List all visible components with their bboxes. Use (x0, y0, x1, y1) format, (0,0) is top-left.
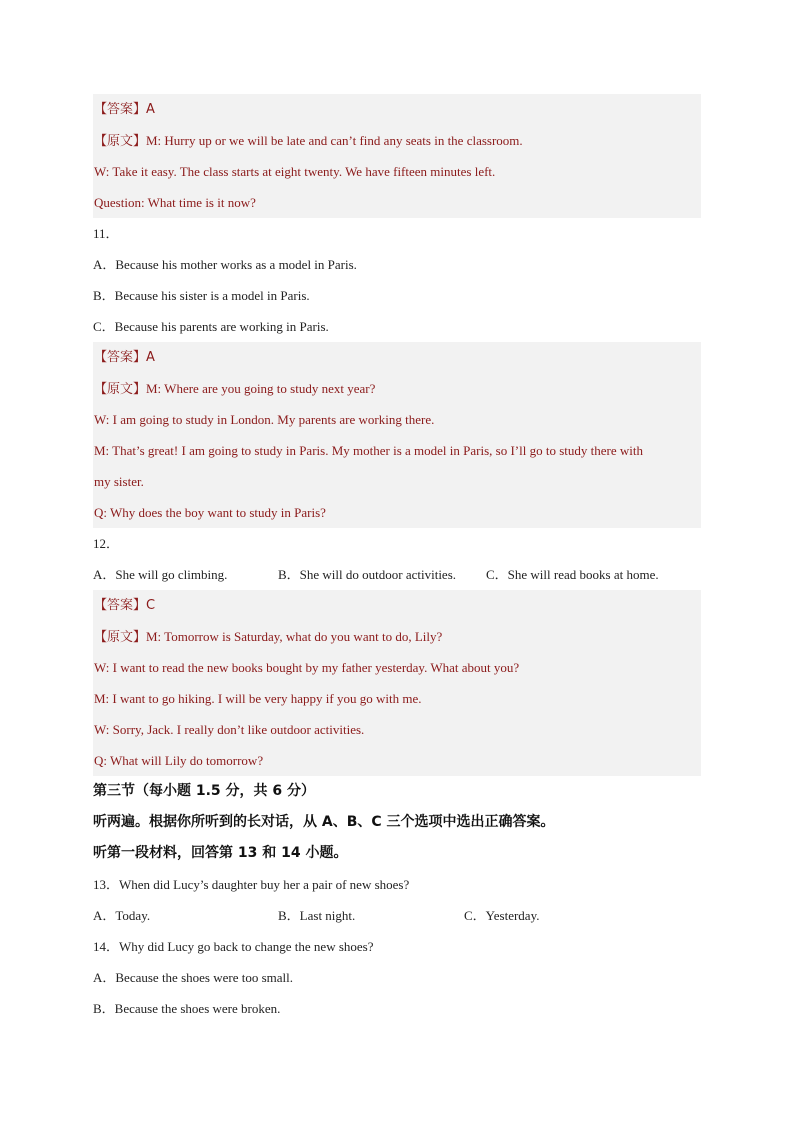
question-number-11: 11． (93, 226, 119, 241)
transcript-line: W: Sorry, Jack. I really don’t like outdoor activities. (94, 722, 365, 737)
option-b: B．Because his sister is a model in Paris. (93, 288, 310, 303)
answer-label: 【答案】C (94, 598, 156, 613)
question-14: 14．Why did Lucy go back to change the new shoes? (93, 939, 374, 954)
transcript-line: Q: What will Lily do tomorrow? (94, 753, 264, 768)
option-b: B．She will do outdoor activities. (278, 567, 457, 582)
option-a: A．Today. (93, 908, 151, 923)
options-row (93, 900, 701, 931)
option-c: C．Yesterday. (464, 908, 540, 923)
transcript-line: M: I want to go hiking. I will be very happy if you go with me. (94, 691, 422, 706)
transcript-line: Question: What time is it now? (94, 195, 256, 210)
section-title: 第三节（每小题 1.5 分，共 6 分） (93, 783, 316, 799)
transcript-line: W: I want to read the new books bought by my father yesterday. What about you? (94, 660, 520, 675)
options-row (93, 559, 701, 590)
transcript-line: Q: Why does the boy want to study in Paris? (94, 505, 326, 520)
transcript-line: 【原文】M: Where are you going to study next year? (94, 381, 376, 396)
option-a: A．She will go climbing. (93, 567, 228, 582)
transcript-line: 【原文】M: Hurry up or we will be late and can’t find any seats in the classroom. (94, 133, 523, 148)
option-c: C．Because his parents are working in Paris. (93, 319, 329, 334)
option-c: C．She will read books at home. (486, 567, 659, 582)
transcript-line: W: Take it easy. The class starts at eight twenty. We have fifteen minutes left. (94, 164, 496, 179)
answer-block-10 (93, 94, 701, 218)
answer-block-12 (93, 590, 701, 776)
question-number-12: 12． (93, 536, 120, 551)
document-page (93, 94, 701, 1024)
answer-label: 【答案】A (94, 350, 155, 365)
answer-block-11 (93, 342, 701, 528)
answer-label: 【答案】A (94, 102, 155, 117)
question-13: 13．When did Lucy’s daughter buy her a pair of new shoes? (93, 877, 410, 892)
transcript-line: W: I am going to study in London. My parents are working there. (94, 412, 435, 427)
transcript-line: 【原文】M: Tomorrow is Saturday, what do you want to do, Lily? (94, 629, 443, 644)
transcript-line: M: That’s great! I am going to study in Paris. My mother is a model in Paris, so I’ll go to study there with (94, 443, 643, 458)
option-b: B．Because the shoes were broken. (93, 1001, 281, 1016)
material-heading: 听第一段材料，回答第 13 和 14 小题。 (93, 845, 348, 861)
option-a: A．Because the shoes were too small. (93, 970, 294, 985)
option-b: B．Last night. (278, 908, 356, 923)
transcript-line: my sister. (94, 474, 144, 489)
section-instruction: 听两遍。根据你所听到的长对话，从 A、B、C 三个选项中选出正确答案。 (93, 814, 555, 830)
option-a: A．Because his mother works as a model in Paris. (93, 257, 357, 272)
